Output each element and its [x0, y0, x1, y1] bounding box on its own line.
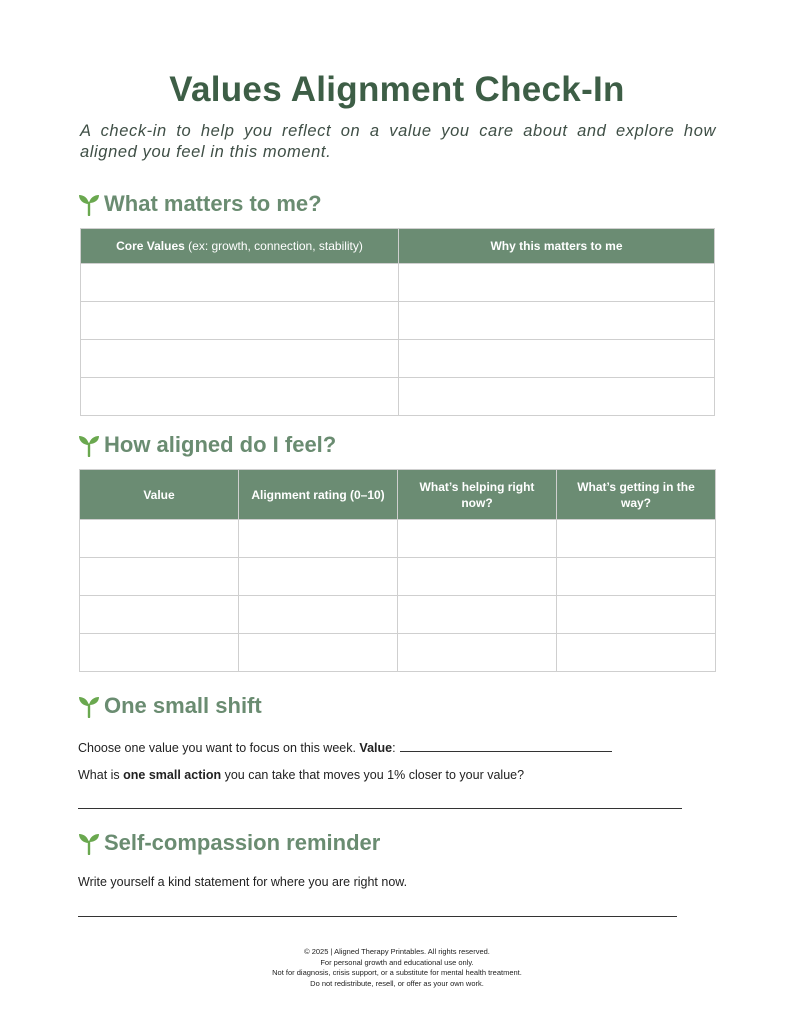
column-header-core-values [81, 229, 399, 264]
section-what-matters-heading [78, 189, 322, 219]
section-how-aligned-heading [78, 430, 336, 460]
table-row [80, 596, 716, 634]
table-cell[interactable] [81, 378, 399, 416]
value-answer-blank[interactable] [400, 739, 612, 752]
table-cell[interactable] [557, 634, 716, 672]
sprout-icon [78, 192, 100, 216]
table-row [81, 264, 715, 302]
table-row [80, 558, 716, 596]
footer [0, 947, 794, 989]
table-cell[interactable] [80, 520, 239, 558]
table-row [81, 340, 715, 378]
table-cell[interactable] [399, 340, 715, 378]
page-title: Values Alignment Check-In [169, 70, 625, 109]
header-bold-text: Core Values [116, 239, 185, 253]
table-cell[interactable] [239, 558, 398, 596]
section-title: How aligned do I feel? [104, 432, 337, 457]
sprout-icon [78, 831, 100, 855]
column-header-helping: What’s helping right now? [398, 470, 557, 520]
table-row [80, 520, 716, 558]
values-table [80, 228, 715, 416]
table-cell[interactable] [399, 302, 715, 340]
column-header-why: Why this matters to me [399, 229, 715, 264]
section-self-compassion-heading [78, 828, 380, 858]
small-action-prompt-end: you can take that moves you 1% closer to your value? [221, 768, 525, 782]
table-cell[interactable] [399, 378, 715, 416]
section-title: One small shift [104, 693, 262, 718]
table-cell[interactable] [80, 596, 239, 634]
table-cell[interactable] [81, 340, 399, 378]
small-action-prompt-start: What is [78, 768, 124, 782]
column-header-in-the-way: What’s getting in the way? [557, 470, 716, 520]
table-cell[interactable] [399, 264, 715, 302]
section-title: What matters to me? [104, 191, 322, 216]
small-action-bold: one small action [123, 768, 222, 782]
table-cell[interactable] [80, 634, 239, 672]
sprout-icon [78, 433, 100, 457]
small-action-answer-line[interactable] [78, 808, 682, 809]
table-cell[interactable] [398, 520, 557, 558]
table-cell[interactable] [239, 634, 398, 672]
table-row [81, 378, 715, 416]
table-row [80, 634, 716, 672]
small-action-line [78, 768, 524, 782]
table-row [81, 302, 715, 340]
footer-use-note: For personal growth and educational use only. [320, 957, 474, 967]
header-light-text: (ex: growth, connection, stability) [184, 239, 363, 253]
section-small-shift-heading [78, 691, 262, 721]
table-cell[interactable] [239, 596, 398, 634]
alignment-table [79, 469, 716, 672]
table-cell[interactable] [239, 520, 398, 558]
column-header-rating: Alignment rating (0–10) [239, 470, 398, 520]
kind-statement-answer-line[interactable] [78, 916, 677, 917]
value-focus-prompt: Choose one value you want to focus on this week. [78, 741, 360, 755]
table-cell[interactable] [81, 264, 399, 302]
value-focus-line [78, 739, 612, 755]
kind-statement-prompt: Write yourself a kind statement for where you are right now. [78, 875, 408, 889]
table-cell[interactable] [398, 634, 557, 672]
value-label: Value [359, 741, 393, 755]
column-header-value: Value [80, 470, 239, 520]
page-subtitle: A check-in to help you reflect on a value you care about and explore how aligned you feel in this moment. [80, 122, 716, 161]
table-cell[interactable] [80, 558, 239, 596]
sprout-icon [78, 694, 100, 718]
footer-disclaimer: Not for diagnosis, crisis support, or a substitute for mental health treatment. [272, 968, 522, 977]
table-cell[interactable] [557, 596, 716, 634]
footer-redistribution-note: Do not redistribute, resell, or offer as your own work. [310, 978, 484, 988]
footer-copyright: © 2025 | Aligned Therapy Printables. All rights reserved. [304, 947, 490, 956]
table-cell[interactable] [398, 596, 557, 634]
table-cell[interactable] [557, 520, 716, 558]
table-cell[interactable] [81, 302, 399, 340]
section-title: Self-compassion reminder [104, 830, 381, 855]
table-cell[interactable] [557, 558, 716, 596]
value-colon: : [392, 741, 396, 755]
table-cell[interactable] [398, 558, 557, 596]
